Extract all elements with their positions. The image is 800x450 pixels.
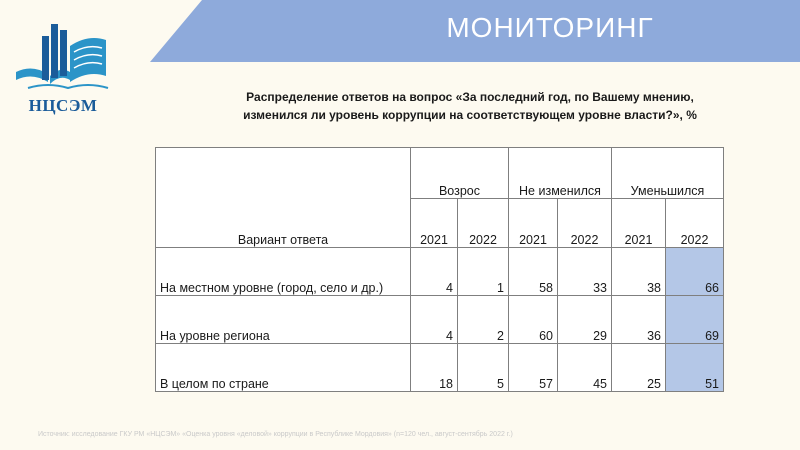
table-cell: 33 [558,248,612,296]
page-title: МОНИТОРИНГ [446,12,654,43]
table-cell-highlighted: 69 [666,296,724,344]
data-table [155,147,724,392]
table-cell: 57 [509,344,558,392]
table-row [156,344,724,392]
year-header: 2022 [458,199,509,248]
table-cell: 36 [612,296,666,344]
row-label: На уровне региона [156,296,411,344]
table-cell: 18 [411,344,458,392]
table-cell: 1 [458,248,509,296]
group-header-increased: Возрос [411,148,509,199]
year-header: 2021 [411,199,458,248]
year-header: 2022 [666,199,724,248]
table-cell-highlighted: 66 [666,248,724,296]
source-note: Источник: исследование ГКУ РМ «НЦСЭМ» «Оценка уровня «деловой» коррупции в Республике Мордовия» (n=120 чел., август-сентябрь 2022 г.) [38,431,513,438]
table-cell: 2 [458,296,509,344]
table-cell: 60 [509,296,558,344]
year-header: 2022 [558,199,612,248]
table-cell: 58 [509,248,558,296]
table-cell: 4 [411,296,458,344]
table-cell: 38 [612,248,666,296]
caption-line-2: изменился ли уровень коррупции на соответствующем уровне власти?», % [243,108,697,122]
table-cell: 29 [558,296,612,344]
table-cell: 25 [612,344,666,392]
caption-line-1: Распределение ответов на вопрос «За последний год, по Вашему мнению, [246,90,694,104]
group-header-unchanged: Не изменился [509,148,612,199]
table-cell: 4 [411,248,458,296]
table-cell-highlighted: 51 [666,344,724,392]
year-header: 2021 [612,199,666,248]
row-label: На местном уровне (город, село и др.) [156,248,411,296]
group-header-decreased: Уменьшился [612,148,724,199]
table-cell: 5 [458,344,509,392]
logo-text: НЦСЭМ [28,96,98,115]
table-caption [150,88,790,124]
table-header-row [156,148,724,199]
table-cell: 45 [558,344,612,392]
table-row [156,248,724,296]
variant-header: Вариант ответа [156,148,411,248]
year-header: 2021 [509,199,558,248]
table-row [156,296,724,344]
row-label: В целом по стране [156,344,411,392]
